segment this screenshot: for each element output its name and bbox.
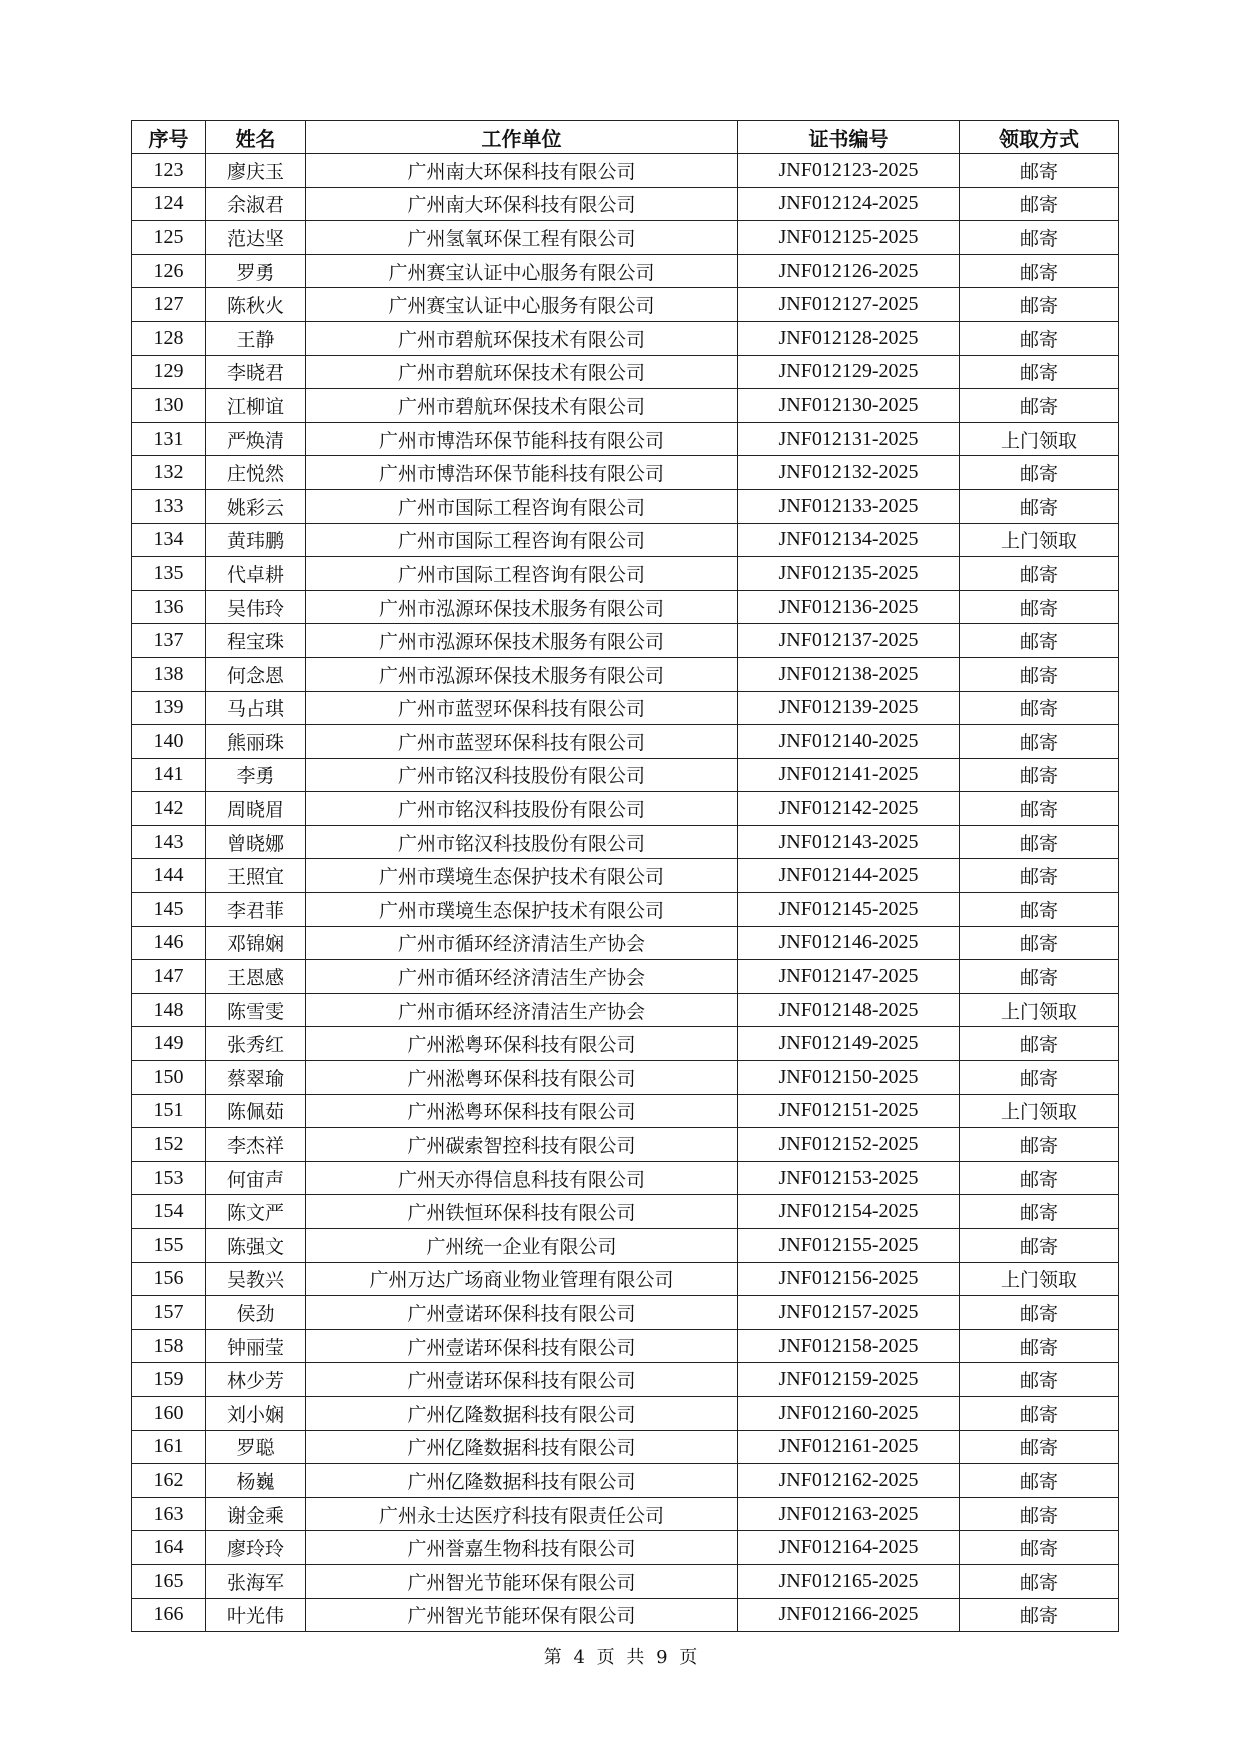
cell-index: 129 [132, 355, 206, 389]
cell-certificate-no: JNF012147-2025 [738, 960, 960, 994]
cell-employer: 广州市璞境生态保护技术有限公司 [306, 893, 738, 927]
cell-employer: 广州赛宝认证中心服务有限公司 [306, 254, 738, 288]
table-row [132, 523, 1119, 557]
table-row [132, 624, 1119, 658]
cell-index: 126 [132, 254, 206, 288]
table-row [132, 1363, 1119, 1397]
header-certificate-no: 证书编号 [738, 121, 960, 154]
cell-employer: 广州市循环经济清洁生产协会 [306, 926, 738, 960]
cell-certificate-no: JNF012150-2025 [738, 1061, 960, 1095]
table-row [132, 1531, 1119, 1565]
table-header-row [132, 121, 1119, 154]
cell-index: 134 [132, 523, 206, 557]
cell-index: 142 [132, 792, 206, 826]
cell-name: 张海军 [206, 1564, 306, 1598]
cell-name: 蔡翠瑜 [206, 1061, 306, 1095]
cell-certificate-no: JNF012124-2025 [738, 187, 960, 221]
cell-collection-method: 邮寄 [960, 1329, 1119, 1363]
cell-index: 151 [132, 1094, 206, 1128]
cell-index: 123 [132, 154, 206, 188]
cell-certificate-no: JNF012125-2025 [738, 221, 960, 255]
cell-certificate-no: JNF012129-2025 [738, 355, 960, 389]
cell-collection-method: 邮寄 [960, 254, 1119, 288]
cell-collection-method: 邮寄 [960, 355, 1119, 389]
cell-collection-method: 邮寄 [960, 1396, 1119, 1430]
cell-collection-method: 邮寄 [960, 1296, 1119, 1330]
cell-index: 158 [132, 1329, 206, 1363]
cell-collection-method: 邮寄 [960, 1229, 1119, 1263]
table-row [132, 456, 1119, 490]
cell-index: 140 [132, 725, 206, 759]
cell-index: 157 [132, 1296, 206, 1330]
table-row [132, 1027, 1119, 1061]
cell-certificate-no: JNF012148-2025 [738, 993, 960, 1027]
cell-name: 罗聪 [206, 1430, 306, 1464]
cell-certificate-no: JNF012157-2025 [738, 1296, 960, 1330]
table-row [132, 725, 1119, 759]
cell-index: 164 [132, 1531, 206, 1565]
cell-collection-method: 上门领取 [960, 993, 1119, 1027]
table-row [132, 221, 1119, 255]
cell-certificate-no: JNF012160-2025 [738, 1396, 960, 1430]
cell-name: 陈强文 [206, 1229, 306, 1263]
cell-index: 130 [132, 389, 206, 423]
cell-certificate-no: JNF012145-2025 [738, 893, 960, 927]
table-row [132, 960, 1119, 994]
table-row [132, 1497, 1119, 1531]
cell-collection-method: 邮寄 [960, 1531, 1119, 1565]
cell-certificate-no: JNF012156-2025 [738, 1262, 960, 1296]
cell-index: 145 [132, 893, 206, 927]
cell-employer: 广州统一企业有限公司 [306, 1229, 738, 1263]
table-row [132, 1262, 1119, 1296]
cell-index: 153 [132, 1161, 206, 1195]
header-collection-method: 领取方式 [960, 121, 1119, 154]
cell-name: 李晓君 [206, 355, 306, 389]
cell-name: 杨巍 [206, 1464, 306, 1498]
cell-index: 137 [132, 624, 206, 658]
cell-certificate-no: JNF012162-2025 [738, 1464, 960, 1498]
cell-collection-method: 邮寄 [960, 389, 1119, 423]
cell-collection-method: 邮寄 [960, 725, 1119, 759]
cell-certificate-no: JNF012135-2025 [738, 557, 960, 591]
cell-employer: 广州市博浩环保节能科技有限公司 [306, 422, 738, 456]
cell-index: 125 [132, 221, 206, 255]
table-row [132, 288, 1119, 322]
table-row [132, 187, 1119, 221]
cell-name: 陈雪雯 [206, 993, 306, 1027]
cell-collection-method: 上门领取 [960, 422, 1119, 456]
cell-employer: 广州市碧航环保技术有限公司 [306, 355, 738, 389]
cell-index: 162 [132, 1464, 206, 1498]
cell-employer: 广州氢氧环保工程有限公司 [306, 221, 738, 255]
cell-index: 127 [132, 288, 206, 322]
cell-collection-method: 邮寄 [960, 489, 1119, 523]
cell-employer: 广州市博浩环保节能科技有限公司 [306, 456, 738, 490]
cell-collection-method: 邮寄 [960, 758, 1119, 792]
cell-name: 谢金乘 [206, 1497, 306, 1531]
cell-name: 曾晓娜 [206, 825, 306, 859]
cell-certificate-no: JNF012144-2025 [738, 859, 960, 893]
cell-employer: 广州市泓源环保技术服务有限公司 [306, 657, 738, 691]
table-row [132, 557, 1119, 591]
table-row [132, 1061, 1119, 1095]
cell-name: 陈文严 [206, 1195, 306, 1229]
table-row [132, 154, 1119, 188]
cell-name: 王静 [206, 321, 306, 355]
cell-collection-method: 邮寄 [960, 1564, 1119, 1598]
table-row [132, 1195, 1119, 1229]
header-name: 姓名 [206, 121, 306, 154]
table-row [132, 254, 1119, 288]
cell-employer: 广州市铭汉科技股份有限公司 [306, 758, 738, 792]
cell-name: 江柳谊 [206, 389, 306, 423]
cell-collection-method: 邮寄 [960, 1430, 1119, 1464]
cell-employer: 广州市碧航环保技术有限公司 [306, 321, 738, 355]
cell-certificate-no: JNF012158-2025 [738, 1329, 960, 1363]
cell-employer: 广州智光节能环保有限公司 [306, 1564, 738, 1598]
table-row [132, 926, 1119, 960]
cell-name: 代卓耕 [206, 557, 306, 591]
cell-index: 156 [132, 1262, 206, 1296]
cell-index: 141 [132, 758, 206, 792]
cell-employer: 广州铁恒环保科技有限公司 [306, 1195, 738, 1229]
cell-employer: 广州壹诺环保科技有限公司 [306, 1329, 738, 1363]
cell-collection-method: 邮寄 [960, 590, 1119, 624]
cell-certificate-no: JNF012137-2025 [738, 624, 960, 658]
cell-collection-method: 邮寄 [960, 893, 1119, 927]
certificate-table [131, 120, 1119, 1632]
cell-index: 146 [132, 926, 206, 960]
cell-collection-method: 邮寄 [960, 456, 1119, 490]
page-footer: 第 4 页 共 9 页 [543, 1647, 698, 1668]
cell-employer: 广州淞粤环保科技有限公司 [306, 1094, 738, 1128]
cell-employer: 广州市碧航环保技术有限公司 [306, 389, 738, 423]
cell-collection-method: 邮寄 [960, 1464, 1119, 1498]
cell-index: 143 [132, 825, 206, 859]
cell-employer: 广州誉嘉生物科技有限公司 [306, 1531, 738, 1565]
cell-collection-method: 邮寄 [960, 859, 1119, 893]
cell-employer: 广州市国际工程咨询有限公司 [306, 557, 738, 591]
table-row [132, 792, 1119, 826]
cell-certificate-no: JNF012151-2025 [738, 1094, 960, 1128]
cell-employer: 广州市循环经济清洁生产协会 [306, 960, 738, 994]
table-row [132, 825, 1119, 859]
cell-name: 余淑君 [206, 187, 306, 221]
cell-index: 149 [132, 1027, 206, 1061]
cell-collection-method: 邮寄 [960, 154, 1119, 188]
cell-index: 148 [132, 993, 206, 1027]
table-row [132, 321, 1119, 355]
cell-index: 133 [132, 489, 206, 523]
cell-employer: 广州智光节能环保有限公司 [306, 1598, 738, 1632]
cell-certificate-no: JNF012142-2025 [738, 792, 960, 826]
table-row [132, 355, 1119, 389]
cell-name: 何念恩 [206, 657, 306, 691]
cell-name: 陈佩茹 [206, 1094, 306, 1128]
table-row [132, 993, 1119, 1027]
cell-collection-method: 邮寄 [960, 1195, 1119, 1229]
cell-employer: 广州市铭汉科技股份有限公司 [306, 792, 738, 826]
cell-name: 刘小娴 [206, 1396, 306, 1430]
cell-collection-method: 上门领取 [960, 1262, 1119, 1296]
cell-certificate-no: JNF012163-2025 [738, 1497, 960, 1531]
cell-collection-method: 邮寄 [960, 926, 1119, 960]
cell-employer: 广州赛宝认证中心服务有限公司 [306, 288, 738, 322]
cell-certificate-no: JNF012164-2025 [738, 1531, 960, 1565]
cell-certificate-no: JNF012138-2025 [738, 657, 960, 691]
cell-certificate-no: JNF012141-2025 [738, 758, 960, 792]
cell-name: 姚彩云 [206, 489, 306, 523]
header-index: 序号 [132, 121, 206, 154]
table-row [132, 1229, 1119, 1263]
cell-collection-method: 邮寄 [960, 1161, 1119, 1195]
cell-index: 165 [132, 1564, 206, 1598]
cell-name: 马占琪 [206, 691, 306, 725]
cell-index: 136 [132, 590, 206, 624]
cell-collection-method: 邮寄 [960, 221, 1119, 255]
cell-name: 张秀红 [206, 1027, 306, 1061]
table-row [132, 1128, 1119, 1162]
cell-collection-method: 邮寄 [960, 187, 1119, 221]
cell-collection-method: 邮寄 [960, 321, 1119, 355]
cell-name: 邓锦娴 [206, 926, 306, 960]
cell-employer: 广州淞粤环保科技有限公司 [306, 1061, 738, 1095]
cell-employer: 广州市蓝翌环保科技有限公司 [306, 725, 738, 759]
cell-name: 钟丽莹 [206, 1329, 306, 1363]
cell-index: 128 [132, 321, 206, 355]
cell-collection-method: 邮寄 [960, 1497, 1119, 1531]
cell-certificate-no: JNF012159-2025 [738, 1363, 960, 1397]
cell-employer: 广州南大环保科技有限公司 [306, 187, 738, 221]
cell-certificate-no: JNF012166-2025 [738, 1598, 960, 1632]
cell-index: 161 [132, 1430, 206, 1464]
cell-certificate-no: JNF012153-2025 [738, 1161, 960, 1195]
table-row [132, 1329, 1119, 1363]
cell-employer: 广州市铭汉科技股份有限公司 [306, 825, 738, 859]
cell-collection-method: 邮寄 [960, 657, 1119, 691]
cell-certificate-no: JNF012127-2025 [738, 288, 960, 322]
cell-index: 124 [132, 187, 206, 221]
table-row [132, 422, 1119, 456]
cell-certificate-no: JNF012152-2025 [738, 1128, 960, 1162]
cell-certificate-no: JNF012130-2025 [738, 389, 960, 423]
cell-name: 庄悦然 [206, 456, 306, 490]
table-row [132, 1161, 1119, 1195]
cell-certificate-no: JNF012161-2025 [738, 1430, 960, 1464]
cell-employer: 广州南大环保科技有限公司 [306, 154, 738, 188]
cell-name: 周晓眉 [206, 792, 306, 826]
cell-employer: 广州市泓源环保技术服务有限公司 [306, 590, 738, 624]
cell-employer: 广州市泓源环保技术服务有限公司 [306, 624, 738, 658]
cell-collection-method: 邮寄 [960, 1061, 1119, 1095]
cell-index: 163 [132, 1497, 206, 1531]
cell-collection-method: 上门领取 [960, 1094, 1119, 1128]
cell-employer: 广州壹诺环保科技有限公司 [306, 1363, 738, 1397]
cell-index: 132 [132, 456, 206, 490]
cell-name: 程宝珠 [206, 624, 306, 658]
table-row [132, 1296, 1119, 1330]
table-row [132, 1430, 1119, 1464]
cell-index: 131 [132, 422, 206, 456]
cell-name: 吴教兴 [206, 1262, 306, 1296]
table-row [132, 1094, 1119, 1128]
cell-name: 黄玮鹏 [206, 523, 306, 557]
table-row [132, 893, 1119, 927]
cell-employer: 广州淞粤环保科技有限公司 [306, 1027, 738, 1061]
cell-index: 154 [132, 1195, 206, 1229]
cell-certificate-no: JNF012134-2025 [738, 523, 960, 557]
cell-employer: 广州永士达医疗科技有限责任公司 [306, 1497, 738, 1531]
header-employer: 工作单位 [306, 121, 738, 154]
cell-collection-method: 邮寄 [960, 1027, 1119, 1061]
cell-name: 廖玲玲 [206, 1531, 306, 1565]
cell-collection-method: 邮寄 [960, 1128, 1119, 1162]
cell-collection-method: 邮寄 [960, 825, 1119, 859]
cell-index: 155 [132, 1229, 206, 1263]
cell-index: 138 [132, 657, 206, 691]
cell-name: 罗勇 [206, 254, 306, 288]
cell-employer: 广州亿隆数据科技有限公司 [306, 1396, 738, 1430]
cell-certificate-no: JNF012146-2025 [738, 926, 960, 960]
cell-certificate-no: JNF012165-2025 [738, 1564, 960, 1598]
table-row [132, 389, 1119, 423]
cell-index: 160 [132, 1396, 206, 1430]
cell-index: 159 [132, 1363, 206, 1397]
table-row [132, 1464, 1119, 1498]
table-row [132, 691, 1119, 725]
cell-index: 139 [132, 691, 206, 725]
cell-employer: 广州碳索智控科技有限公司 [306, 1128, 738, 1162]
table-row [132, 1598, 1119, 1632]
cell-name: 陈秋火 [206, 288, 306, 322]
cell-index: 150 [132, 1061, 206, 1095]
cell-index: 152 [132, 1128, 206, 1162]
cell-employer: 广州亿隆数据科技有限公司 [306, 1430, 738, 1464]
cell-certificate-no: JNF012139-2025 [738, 691, 960, 725]
cell-employer: 广州市循环经济清洁生产协会 [306, 993, 738, 1027]
cell-collection-method: 邮寄 [960, 1363, 1119, 1397]
cell-name: 王恩感 [206, 960, 306, 994]
cell-certificate-no: JNF012132-2025 [738, 456, 960, 490]
cell-name: 叶光伟 [206, 1598, 306, 1632]
cell-certificate-no: JNF012126-2025 [738, 254, 960, 288]
cell-name: 林少芳 [206, 1363, 306, 1397]
cell-employer: 广州天亦得信息科技有限公司 [306, 1161, 738, 1195]
table-row [132, 657, 1119, 691]
cell-name: 范达坚 [206, 221, 306, 255]
cell-certificate-no: JNF012154-2025 [738, 1195, 960, 1229]
cell-collection-method: 邮寄 [960, 624, 1119, 658]
cell-name: 李君菲 [206, 893, 306, 927]
cell-employer: 广州市国际工程咨询有限公司 [306, 523, 738, 557]
table-row [132, 1396, 1119, 1430]
cell-certificate-no: JNF012128-2025 [738, 321, 960, 355]
cell-name: 李勇 [206, 758, 306, 792]
cell-employer: 广州亿隆数据科技有限公司 [306, 1464, 738, 1498]
cell-employer: 广州壹诺环保科技有限公司 [306, 1296, 738, 1330]
table-row [132, 590, 1119, 624]
cell-collection-method: 邮寄 [960, 288, 1119, 322]
cell-certificate-no: JNF012155-2025 [738, 1229, 960, 1263]
cell-collection-method: 邮寄 [960, 792, 1119, 826]
cell-name: 廖庆玉 [206, 154, 306, 188]
cell-name: 侯劲 [206, 1296, 306, 1330]
cell-name: 严焕清 [206, 422, 306, 456]
cell-certificate-no: JNF012123-2025 [738, 154, 960, 188]
cell-collection-method: 邮寄 [960, 1598, 1119, 1632]
cell-certificate-no: JNF012133-2025 [738, 489, 960, 523]
cell-collection-method: 邮寄 [960, 691, 1119, 725]
cell-certificate-no: JNF012149-2025 [738, 1027, 960, 1061]
cell-certificate-no: JNF012131-2025 [738, 422, 960, 456]
cell-index: 135 [132, 557, 206, 591]
cell-name: 吴伟玲 [206, 590, 306, 624]
cell-certificate-no: JNF012143-2025 [738, 825, 960, 859]
cell-collection-method: 邮寄 [960, 960, 1119, 994]
table-row [132, 859, 1119, 893]
table-body [132, 154, 1119, 1632]
cell-name: 李杰祥 [206, 1128, 306, 1162]
cell-employer: 广州市璞境生态保护技术有限公司 [306, 859, 738, 893]
cell-index: 144 [132, 859, 206, 893]
cell-collection-method: 邮寄 [960, 557, 1119, 591]
cell-collection-method: 上门领取 [960, 523, 1119, 557]
cell-name: 熊丽珠 [206, 725, 306, 759]
cell-certificate-no: JNF012136-2025 [738, 590, 960, 624]
cell-employer: 广州市国际工程咨询有限公司 [306, 489, 738, 523]
table-row [132, 758, 1119, 792]
cell-index: 147 [132, 960, 206, 994]
table-row [132, 489, 1119, 523]
cell-certificate-no: JNF012140-2025 [738, 725, 960, 759]
cell-index: 166 [132, 1598, 206, 1632]
cell-name: 王照宜 [206, 859, 306, 893]
cell-employer: 广州市蓝翌环保科技有限公司 [306, 691, 738, 725]
cell-employer: 广州万达广场商业物业管理有限公司 [306, 1262, 738, 1296]
table-row [132, 1564, 1119, 1598]
cell-name: 何宙声 [206, 1161, 306, 1195]
